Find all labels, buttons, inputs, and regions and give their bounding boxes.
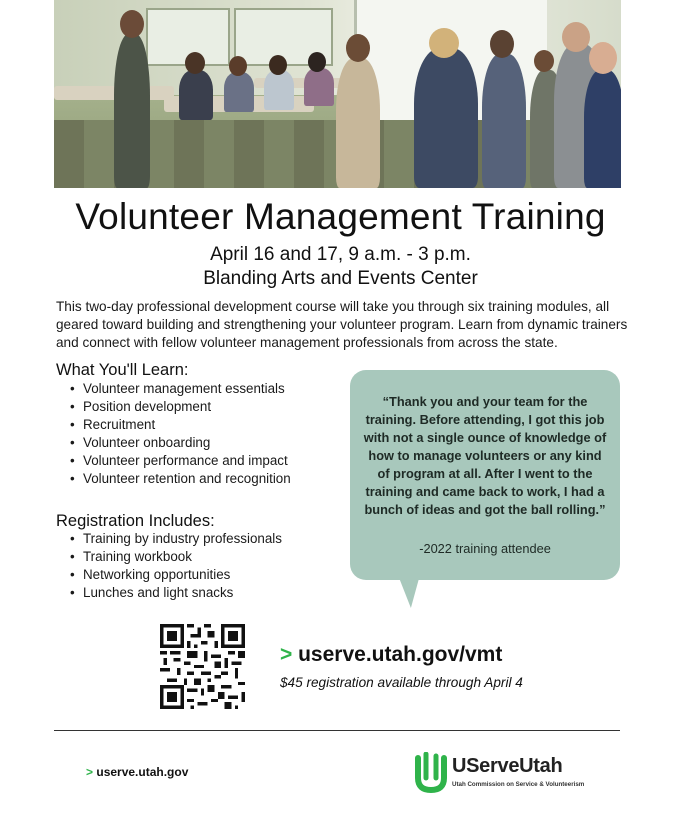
arrow-right-icon: > bbox=[86, 765, 94, 779]
bullet-icon: • bbox=[70, 453, 75, 468]
price-note: $45 registration available through April 4 bbox=[280, 675, 523, 690]
list-item: • Volunteer retention and recognition bbox=[70, 471, 291, 486]
learn-heading: What You'll Learn: bbox=[56, 361, 189, 379]
bullet-icon: • bbox=[70, 399, 75, 414]
list-item: • Recruitment bbox=[70, 417, 156, 432]
list-item: • Training by industry professionals bbox=[70, 531, 282, 546]
logo-tagline: Utah Commission on Service & Volunteerism bbox=[452, 781, 585, 788]
list-item: • Position development bbox=[70, 399, 212, 414]
bullet-icon: • bbox=[70, 381, 75, 396]
divider bbox=[54, 730, 620, 731]
bullet-icon: • bbox=[70, 567, 75, 582]
bullet-icon: • bbox=[70, 417, 75, 432]
event-dates: April 16 and 17, 9 a.m. - 3 p.m. bbox=[210, 244, 471, 265]
testimonial-attribution: -2022 training attendee bbox=[419, 541, 551, 556]
bullet-icon: • bbox=[70, 585, 75, 600]
testimonial-quote: “Thank you and your team for the training. Before attending, I got this job with not a single ounce of knowledge of how to manage volunteers or any kind of program at all. After I went to the training and came back to work, I had a bunch of ideas and got the ball rolling.” bbox=[363, 394, 607, 517]
bullet-icon: • bbox=[70, 435, 75, 450]
footer-link[interactable]: > userve.utah.gov bbox=[86, 765, 189, 779]
list-item: • Volunteer management essentials bbox=[70, 381, 285, 396]
intro-paragraph: This two-day professional development course will take you through six training modules, all geared toward building and strengthening your volunteer program. Learn from dynamic trainers and connect with fellow volunteer management professionals from across the state. bbox=[56, 299, 628, 350]
list-item: • Training workbook bbox=[70, 549, 192, 564]
list-item: • Volunteer onboarding bbox=[70, 435, 211, 450]
qr-code-icon[interactable] bbox=[160, 624, 245, 709]
registration-link[interactable]: > userve.utah.gov/vmt bbox=[280, 643, 503, 666]
registration-heading: Registration Includes: bbox=[56, 512, 215, 530]
list-item: • Volunteer performance and impact bbox=[70, 453, 288, 468]
logo-name: UServeUtah bbox=[452, 755, 563, 777]
page-title: Volunteer Management Training bbox=[75, 196, 606, 237]
registration-list bbox=[70, 530, 282, 602]
list-item: • Networking opportunities bbox=[70, 567, 231, 582]
learn-list bbox=[70, 380, 291, 488]
hero-photo bbox=[54, 0, 621, 188]
bullet-icon: • bbox=[70, 549, 75, 564]
bullet-icon: • bbox=[70, 531, 75, 546]
speech-tail-icon bbox=[395, 578, 419, 608]
event-venue: Blanding Arts and Events Center bbox=[203, 268, 478, 289]
userve-logo-icon bbox=[414, 752, 448, 796]
list-item: • Lunches and light snacks bbox=[70, 585, 234, 600]
bullet-icon: • bbox=[70, 471, 75, 486]
arrow-right-icon: > bbox=[280, 643, 293, 666]
